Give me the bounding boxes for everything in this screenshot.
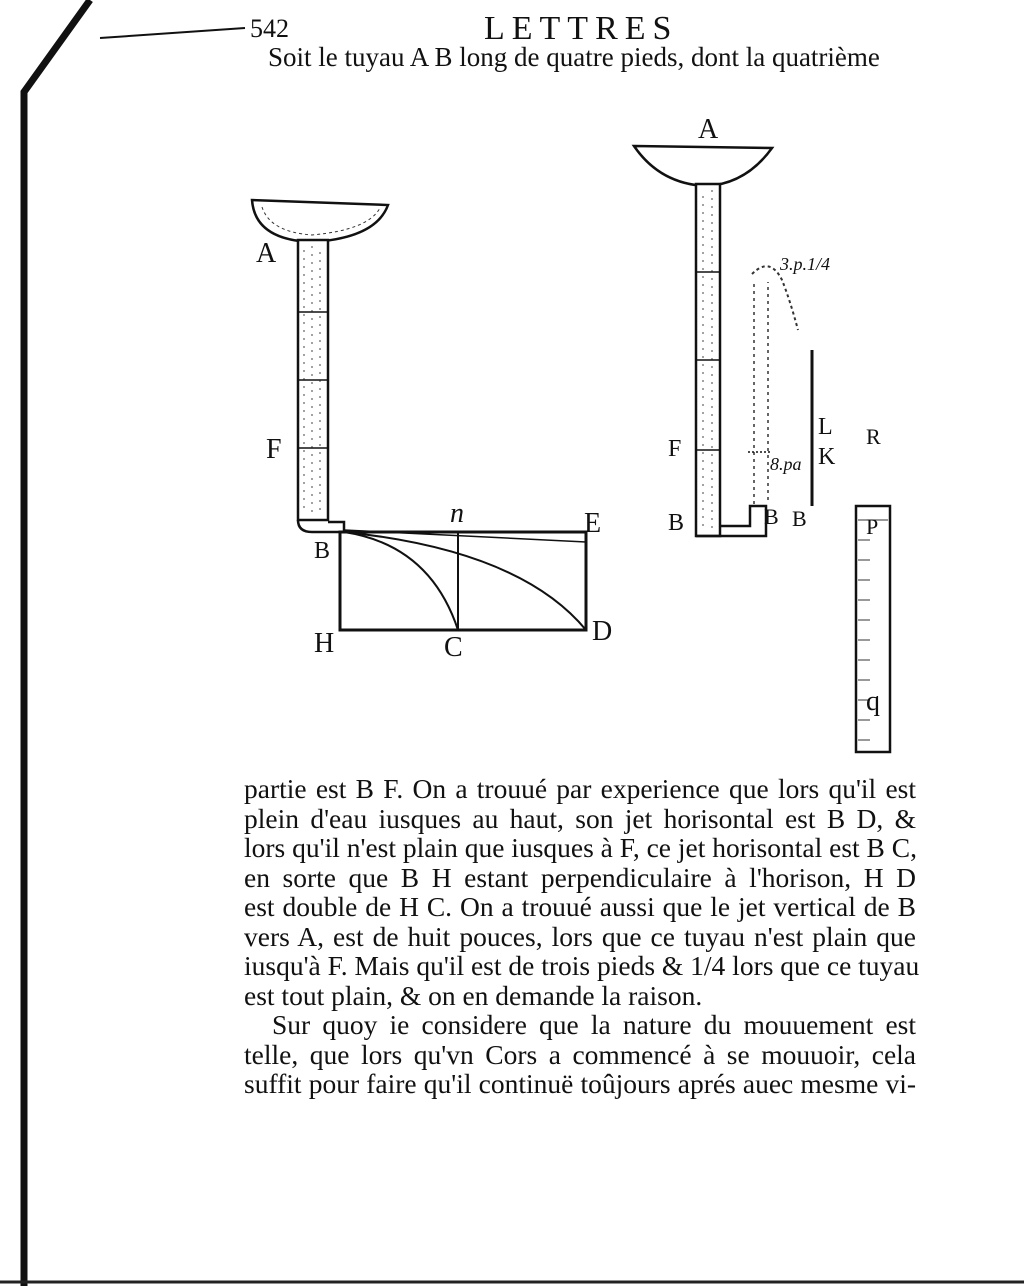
running-title: LETTRES — [484, 10, 679, 47]
label-r: R — [866, 424, 881, 449]
label-d: D — [592, 616, 613, 647]
body-line: vers A, est de huit pouces, lors que ce tuyau n'est plain que — [244, 920, 916, 952]
label-k: K — [818, 444, 836, 470]
label-h: H — [314, 628, 335, 659]
label-p: P — [866, 514, 879, 539]
label-f-right: F — [668, 436, 682, 462]
label-b-right-3: B — [792, 506, 807, 531]
first-text-line: Soit le tuyau A B long de quatre pieds, dont la quatrième — [268, 42, 880, 72]
body-line: est double de H C. On a trouué aussi que le jet vertical de B — [244, 891, 916, 922]
body-line: iusqu'à F. Mais qu'il est de trois pieds & 1/4 lors que ce tuyau — [244, 950, 920, 981]
label-jet-high: 3.p.1/4 — [780, 254, 831, 274]
body-line: partie est B F. On a trouué par experience que lors qu'il est — [244, 773, 916, 804]
label-a-left: A — [256, 238, 277, 269]
label-b-right-1: B — [668, 510, 685, 536]
label-n: n — [450, 498, 464, 529]
label-q: q — [866, 686, 880, 717]
label-e: E — [584, 508, 602, 539]
label-a-right: A — [698, 114, 719, 145]
label-b-left: B — [314, 538, 331, 564]
label-f-left: F — [266, 434, 282, 465]
body-line: Sur quoy ie considere que la nature du mouuement est — [272, 1009, 916, 1040]
page-number: 542 — [250, 14, 289, 43]
body-line: telle, que lors qu'vn Cors a commencé à se mouuoir, cela — [244, 1038, 916, 1070]
body-line: suffit pour faire qu'il continuë toûjours aprés auec mesme vi- — [244, 1068, 916, 1099]
body-line: plein d'eau iusques au haut, son jet horisontal est B D, & — [244, 802, 916, 834]
label-b-right-2: B — [764, 504, 779, 529]
body-line: lors qu'il n'est plain que iusques à F, ce jet horisontal est B C, — [244, 832, 917, 863]
body-line: est tout plain, & on en demande la raison. — [244, 979, 703, 1011]
body-text — [244, 773, 920, 1099]
label-c: C — [444, 632, 463, 663]
body-line: en sorte que B H estant perpendiculaire à l'horison, H D — [244, 861, 916, 893]
label-jet-low: 8.pa — [770, 454, 802, 474]
label-l: L — [818, 414, 833, 440]
